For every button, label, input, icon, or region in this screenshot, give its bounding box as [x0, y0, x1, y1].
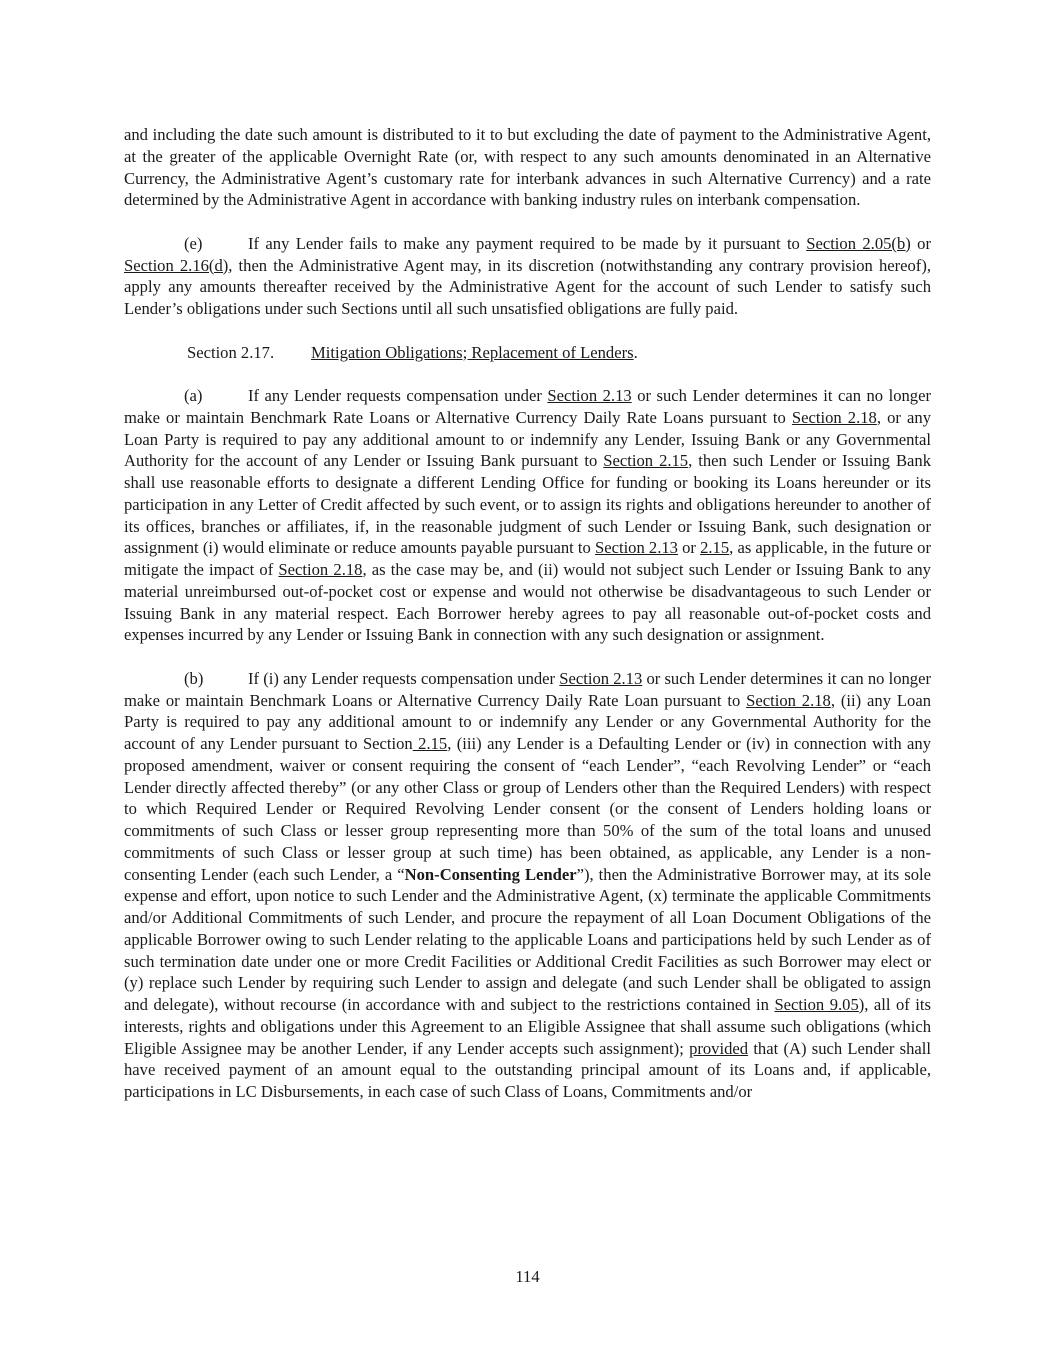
paragraph-e: (e) If any Lender fails to make any payment required to be made by it pursuant to Section 2.05(b) or Section 2.16(d), then the Administrative Agent may, in its discretion (notwithstanding any contrary provision hereof), apply any amounts thereafter received by the Administrative Agent for the account of such Lender to satisfy such Lender’s obligations under such Sections until all such unsatisfied obligations are fully paid.: [124, 233, 932, 318]
section-ref-2-13: Section 2.13: [547, 386, 632, 405]
section-heading: Section 2.17. Mitigation Obligations; Replacement of Lenders.: [187, 342, 638, 362]
section-ref-2-15: 2.15: [412, 734, 448, 753]
section-number: Section 2.17.: [187, 342, 275, 362]
section-ref-2-13: Section 2.13: [559, 668, 643, 688]
section-ref-2-13: Section 2.13: [595, 538, 678, 558]
paragraph-b: (b) If (i) any Lender requests compensation under Section 2.13 or such Lender determines it can no longer make or maintain Benchmark Loans or Alternative Currency Daily Rate Loan pursuant to Section 2.18, (ii) any Loan Party is required to pay any additional amount to or indemnify any Lender or any Governmental Authority for the account of any Lender pursuant to Section 2.15, (iii) any Lender is a Defaulting Lender or (iv) in connection with any proposed amendment, waiver or consent requiring the consent of “each Lender”, “each Revolving Lender” or “each Lender directly affected thereby” (or any other Class or group of Lenders other than the Required Lenders) with respect to which Required Lender or Required Revolving Lender consent (or the consent of Lenders holding loans or commitments of such Class or lesser group representing more than 50% of the sum of the total loans and unused commitments of such Class or lesser group at such time) has been obtained, as applicable, any Lender is a non-consenting Lender (each such Lender, a “Non-Consenting Lender”), then the Administrative Borrower may, at its sole expense and effort, upon notice to such Lender and the Administrative Agent, (x) terminate the applicable Commitments and/or Additional Commitments of such Lender, and procure the repayment of all Loan Document Obligations of the applicable Borrower owing to such Lender relating to the applicable Loans and participations held by such Lender as of such termination date under one or more Credit Facilities or Additional Credit Facilities as such Borrower may elect or (y) replace such Lender by requiring such Lender to assign and delegate (and such Lender shall be obligated to assign and delegate), without recourse (in accordance with and subject to the restrictions contained in Section 9.05), all of its interests, rights and obligations under this Agreement to an Eligible Assignee that shall assume such obligations (which Eligible Assignee may be another Lender, if any Lender accepts such assignment); provided that (A) such Lender shall have received payment of an amount equal to the outstanding principal amount of its Loans and, if applicable, participations in LC Disbursements, in each case of such Class of Loans, Commitments and/or: [124, 668, 932, 1101]
section-title: Mitigation Obligations; Replacement of Lenders: [311, 342, 634, 362]
provided-term: provided: [689, 1038, 749, 1058]
section-ref-2-05b: Section 2.05(b): [806, 233, 911, 253]
paragraph-a: (a) If any Lender requests compensation under Section 2.13 or such Lender determines it can no longer make or maintain Benchmark Rate Loans or Alternative Currency Daily Rate Loans pursuant to Section 2.18, or any Loan Party is required to pay any additional amount to or indemnify any Lender, Issuing Bank or any Governmental Authority for the account of any Lender or Issuing Bank pursuant to Section 2.15, then such Lender or Issuing Bank shall use reasonable efforts to designate a different Lending Office for funding or booking its Loans hereunder or its participation in any Letter of Credit affected by such event, or to assign its rights and obligations hereunder to another of its offices, branches or affiliates, if, in the reasonable judgment of such Lender or Issuing Bank, such designation or assignment (i) would eliminate or reduce amounts payable pursuant to Section 2.13 or 2.15, as applicable, in the future or mitigate the impact of Section 2.18, as the case may be, and (ii) would not subject such Lender or Issuing Bank to any material unreimbursed out-of-pocket cost or expense and would not otherwise be disadvantageous to such Lender or Issuing Bank in any material respect. Each Borrower hereby agrees to pay all reasonable out-of-pocket costs and expenses incurred by any Lender or Issuing Bank in connection with any such designation or assignment.: [124, 386, 931, 645]
section-ref-2-15: 2.15: [700, 538, 730, 558]
paragraph-label-a: (a): [184, 386, 203, 405]
section-ref-2-15: Section 2.15: [603, 451, 689, 471]
section-ref-2-18: Section 2.18: [746, 690, 831, 710]
paragraph-label-e: (e): [184, 233, 203, 253]
paragraph-label-b: (b): [184, 668, 204, 688]
section-ref-2-16d: Section 2.16(d): [124, 255, 229, 275]
section-ref-2-18: Section 2.18: [278, 560, 363, 579]
document-page: [124, 124, 931, 1125]
section-ref-9-05: Section 9.05: [774, 995, 859, 1014]
section-ref-2-18: Section 2.18: [791, 407, 877, 427]
page-number: 114: [515, 1267, 540, 1286]
defined-term: Non-Consenting Lender: [404, 864, 577, 884]
paragraph-continuation: and including the date such amount is distributed to it to but excluding the date of payment to the Administrative Agent, at the greater of the applicable Overnight Rate (or, with respect to any such amounts denominated in an Alternative Currency, the Administrative Agent’s customary rate for interbank advances in such Alternative Currency) and a rate determined by the Administrative Agent in accordance with banking industry rules on interbank compensation.: [124, 125, 931, 210]
